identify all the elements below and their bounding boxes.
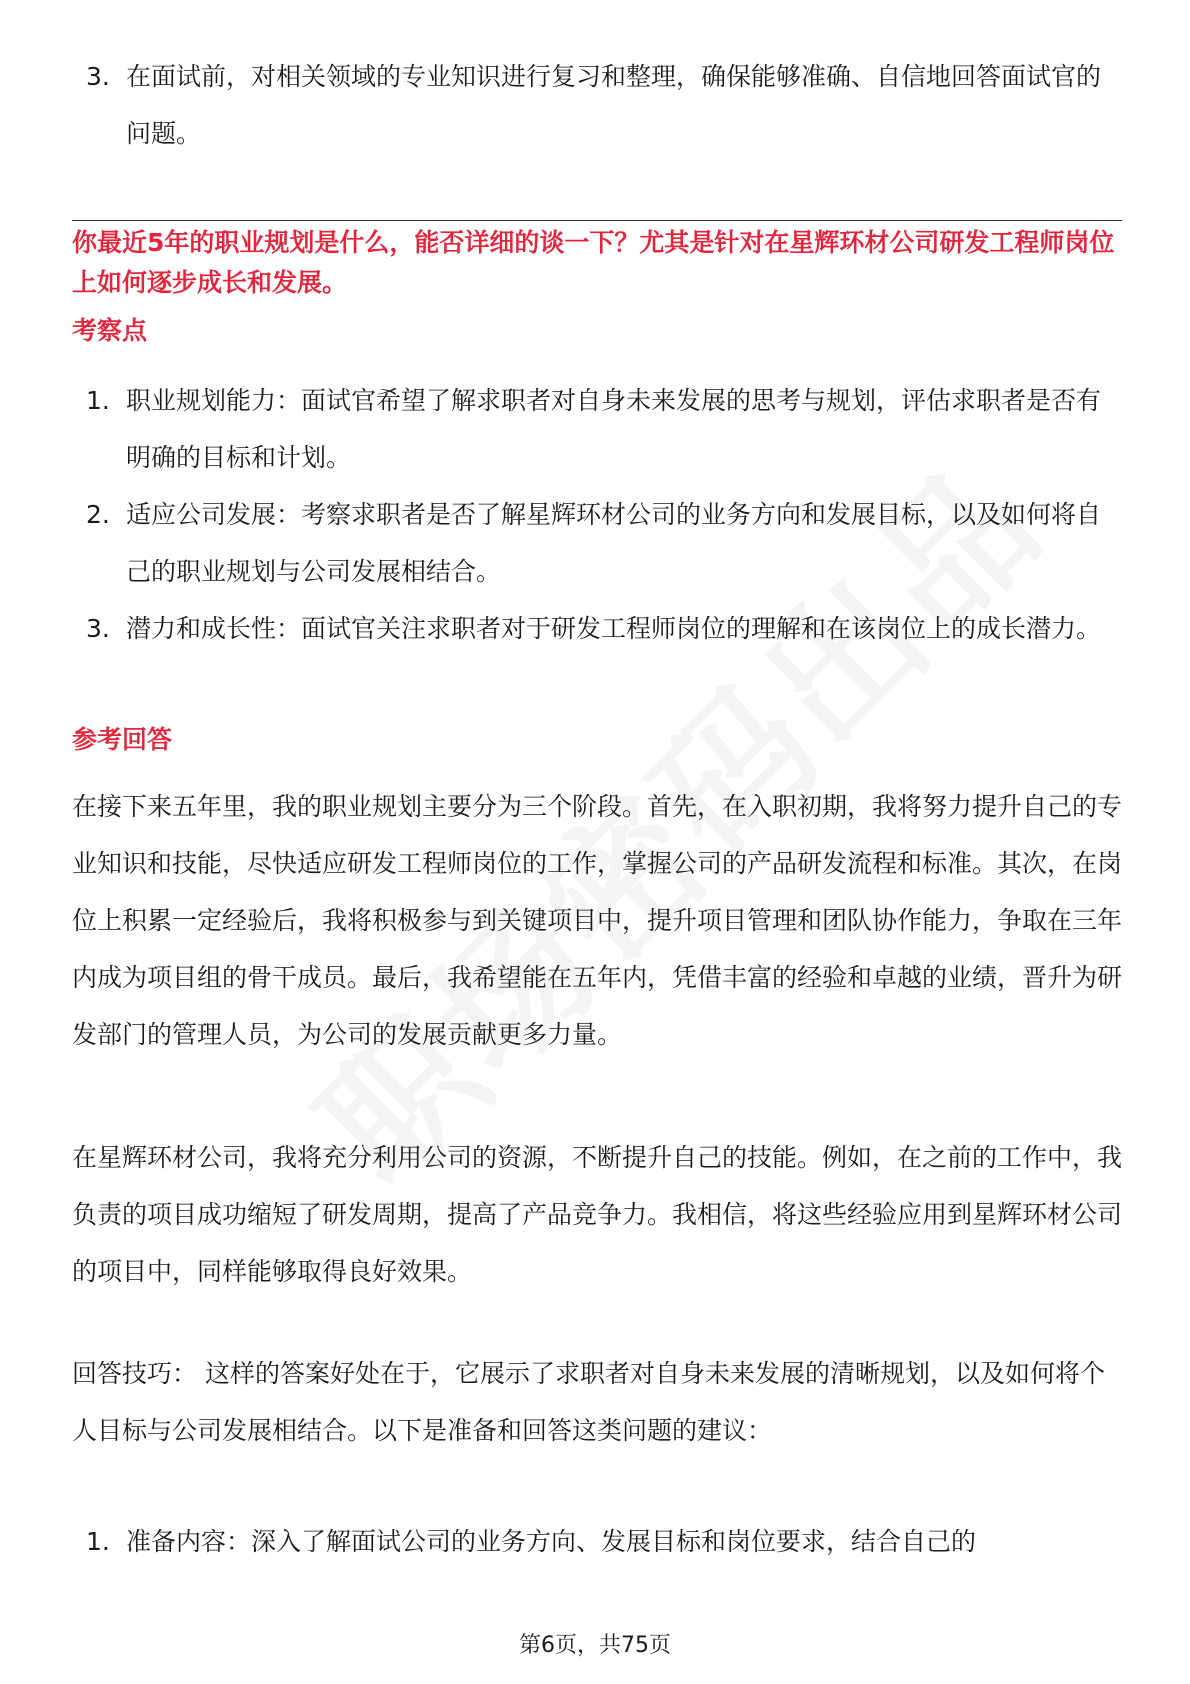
list-text: 在面试前，对相关领域的专业知识进行复习和整理，确保能够准确、自信地回答面试官的问题。 <box>126 62 1102 148</box>
answer-heading-block <box>72 720 1122 756</box>
list-item <box>72 486 1122 600</box>
focus-heading: 考察点 <box>72 316 148 345</box>
tips-list-block <box>72 1513 1122 1570</box>
list-text: 适应公司发展：考察求职者是否了解星辉环材公司的业务方向和发展目标，以及如何将自己的职业规划与公司发展相结合。 <box>126 500 1102 586</box>
top-numbered-list <box>72 48 1122 162</box>
question-title: 你最近5年的职业规划是什么，能否详细的谈一下？尤其是针对在星辉环材公司研发工程师岗位上如何逐步成长和发展。 <box>72 228 1115 297</box>
focus-heading-block <box>72 311 1122 347</box>
tips-numbered-list <box>72 1513 1122 1570</box>
section-divider <box>72 220 1122 221</box>
list-text: 职业规划能力：面试官希望了解求职者对自身未来发展的思考与规划，评估求职者是否有明确的目标和计划。 <box>126 386 1102 472</box>
answer-heading: 参考回答 <box>72 725 173 754</box>
list-number: 1. <box>86 386 110 415</box>
answer-paragraph-3 <box>72 1345 1122 1459</box>
list-item <box>72 1513 1122 1570</box>
focus-list-block <box>72 372 1122 657</box>
list-item <box>72 372 1122 486</box>
list-number: 3. <box>86 614 110 643</box>
answer-paragraph-2 <box>72 1129 1122 1300</box>
focus-numbered-list <box>72 372 1122 657</box>
list-number: 3. <box>86 62 110 91</box>
answer-tips-paragraph: 回答技巧： 这样的答案好处在于，它展示了求职者对自身未来发展的清晰规划，以及如何将个人目标与公司发展相结合。以下是准备和回答这类问题的建议： <box>72 1359 1105 1445</box>
list-number: 1. <box>86 1527 110 1556</box>
list-item <box>72 600 1122 657</box>
answer-paragraph-1 <box>72 778 1122 1063</box>
answer-paragraph: 在星辉环材公司，我将充分利用公司的资源，不断提升自己的技能。例如，在之前的工作中，我负责的项目成功缩短了研发周期，提高了产品竞争力。我相信，将这些经验应用到星辉环材公司的项目中，同样能够取得良好效果。 <box>72 1143 1123 1286</box>
list-item <box>72 48 1122 162</box>
list-text: 准备内容：深入了解面试公司的业务方向、发展目标和岗位要求，结合自己的 <box>126 1527 977 1556</box>
page-footer: 第6页，共75页 <box>519 1633 671 1658</box>
list-text: 潜力和成长性：面试官关注求职者对于研发工程师岗位的理解和在该岗位上的成长潜力。 <box>126 614 1102 643</box>
question-block <box>72 223 1122 303</box>
top-list-block <box>72 48 1122 162</box>
answer-paragraph: 在接下来五年里，我的职业规划主要分为三个阶段。首先，在入职初期，我将努力提升自己的专业知识和技能，尽快适应研发工程师岗位的工作，掌握公司的产品研发流程和标准。其次，在岗位上积累一定经验后，我将积极参与到关键项目中，提升项目管理和团队协作能力，争取在三年内成为项目组的骨干成员。最后，我希望能在五年内，凭借丰富的经验和卓越的业绩，晋升为研发部门的管理人员，为公司的发展贡献更多力量。 <box>72 792 1123 1049</box>
list-number: 2. <box>86 500 110 529</box>
